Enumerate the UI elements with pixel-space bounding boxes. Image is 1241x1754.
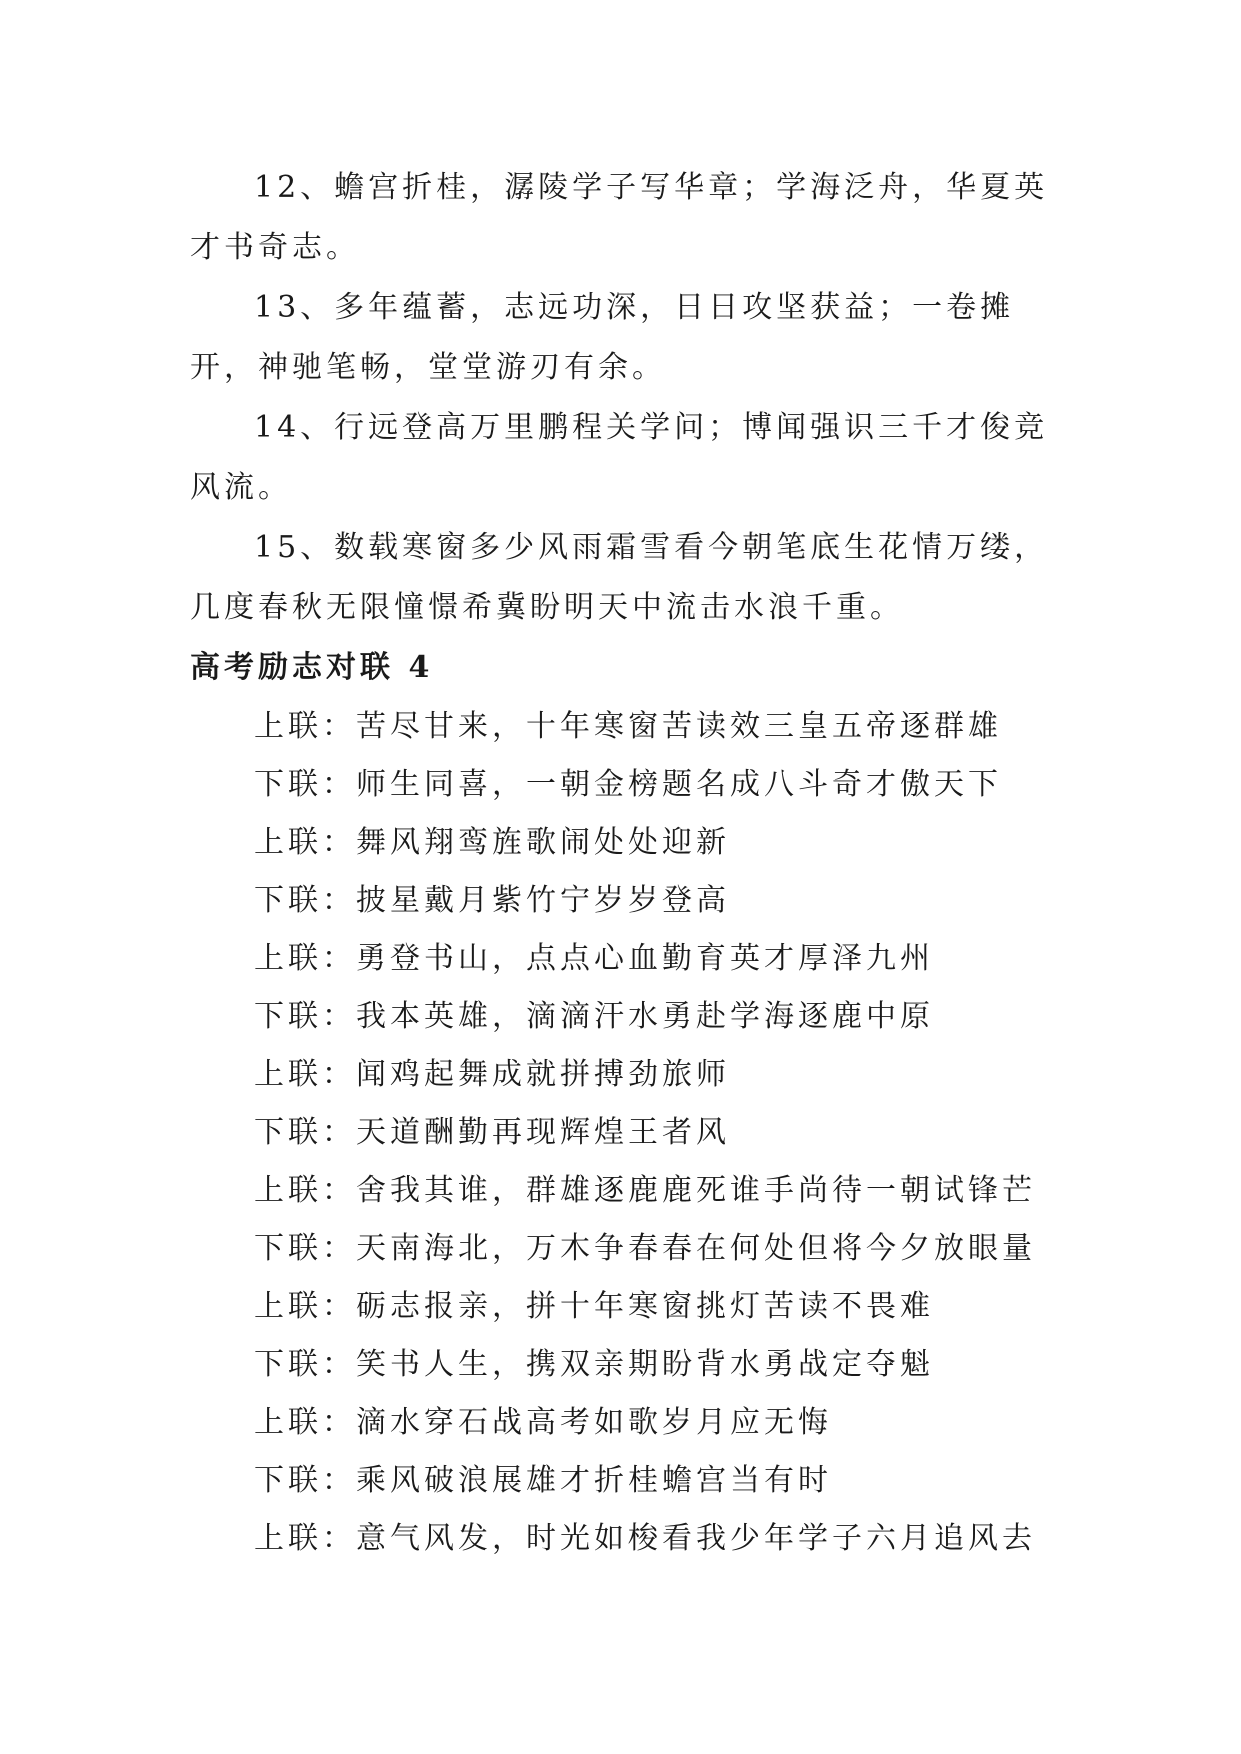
couplet-line: 上联：舍我其谁，群雄逐鹿鹿死谁手尚待一朝试锋芒 <box>254 1173 1036 1208</box>
couplet-line: 下联：师生同喜，一朝金榜题名成八斗奇才傲天下 <box>254 767 1002 802</box>
couplet-list <box>190 698 1070 1568</box>
paragraph-13: 13、多年蕴蓄，志远功深，日日攻坚获益；一卷摊开，神驰笔畅，堂堂游刃有余。 <box>190 290 1015 385</box>
couplet-line: 下联：笑书人生，携双亲期盼背水勇战定夺魁 <box>254 1347 934 1382</box>
paragraph-15: 15、数载寒窗多少风雨霜雪看今朝笔底生花情万缕，几度春秋无限憧憬希冀盼明天中流击水浪千重。 <box>190 530 1049 625</box>
couplet-line: 下联：我本英雄，滴滴汗水勇赴学海逐鹿中原 <box>254 999 934 1034</box>
couplet-line: 下联：天南海北，万木争春春在何处但将今夕放眼量 <box>254 1231 1036 1266</box>
paragraph-12: 12、蟾宫折桂，潺陵学子写华章；学海泛舟，华夏英才书奇志。 <box>190 170 1049 265</box>
couplet-line: 上联：滴水穿石战高考如歌岁月应无悔 <box>254 1405 832 1440</box>
couplet-line: 上联：苦尽甘来，十年寒窗苦读效三皇五帝逐群雄 <box>254 709 1002 744</box>
paragraph-14: 14、行远登高万里鹏程关学问；博闻强识三千才俊竞风流。 <box>190 410 1049 505</box>
couplet-line: 上联：砺志报亲，拼十年寒窗挑灯苦读不畏难 <box>254 1289 934 1324</box>
document-page <box>190 158 1070 1568</box>
couplet-line: 下联：天道酬勤再现辉煌王者风 <box>254 1115 730 1150</box>
couplet-line: 上联：意气风发，时光如梭看我少年学子六月追风去 <box>254 1521 1036 1556</box>
couplet-line: 上联：勇登书山，点点心血勤育英才厚泽九州 <box>254 941 934 976</box>
couplet-line: 下联：乘风破浪展雄才折桂蟾宫当有时 <box>254 1463 832 1498</box>
couplet-line: 上联：舞风翔鸾旌歌闹处处迎新 <box>254 825 730 860</box>
couplet-line: 上联：闻鸡起舞成就拼搏劲旅师 <box>254 1057 730 1092</box>
section-title: 高考励志对联 4 <box>190 650 434 685</box>
couplet-line: 下联：披星戴月紫竹宁岁岁登高 <box>254 883 730 918</box>
